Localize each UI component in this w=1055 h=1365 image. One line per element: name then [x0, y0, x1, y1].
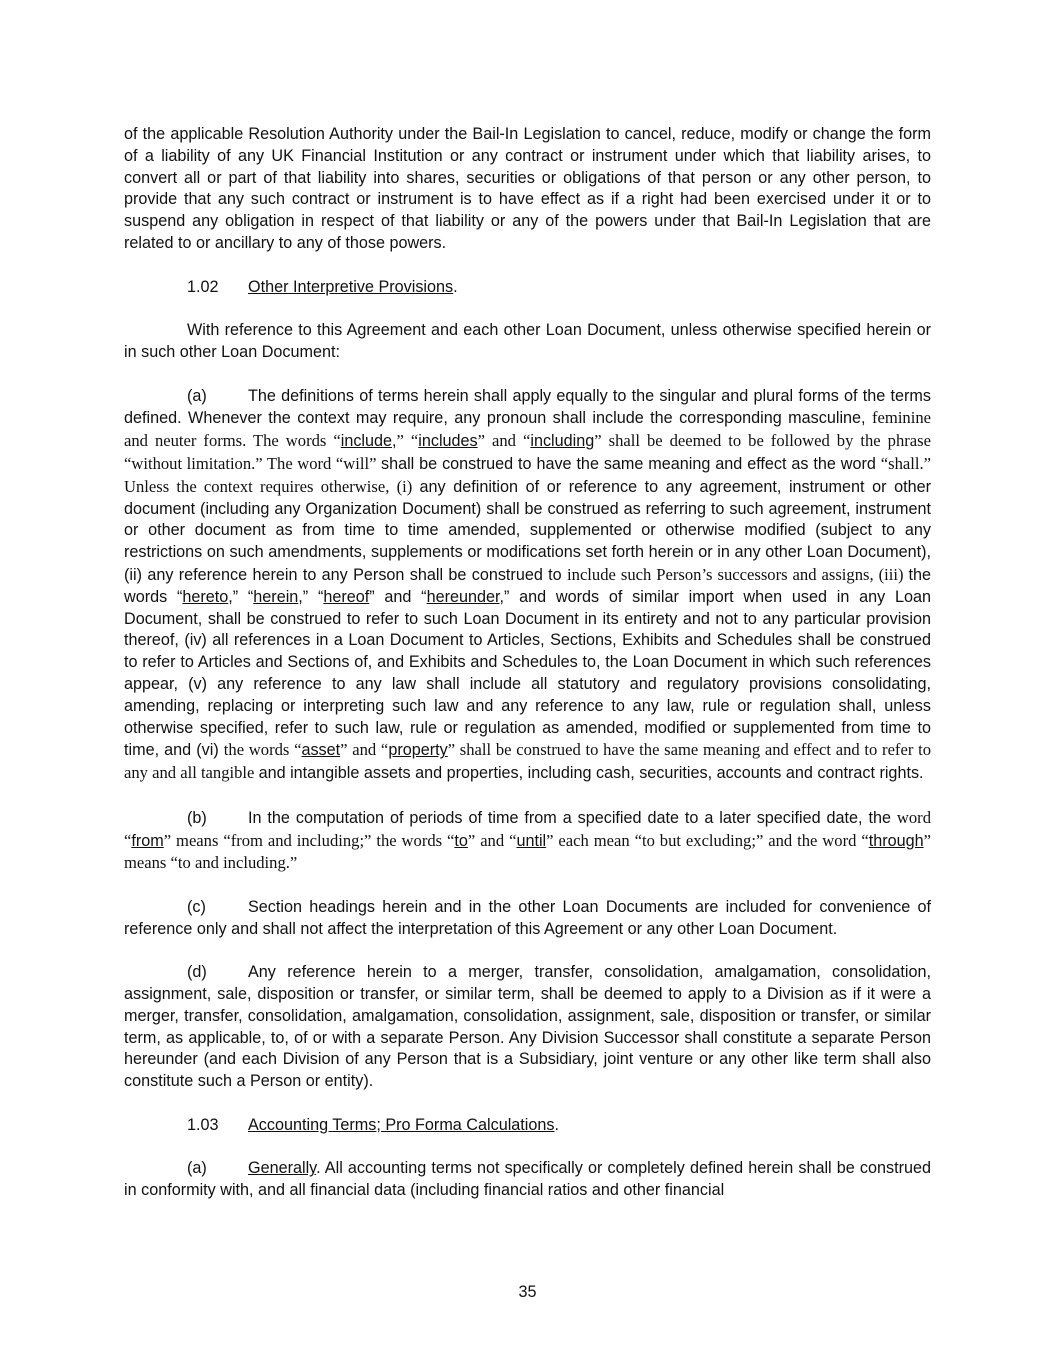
paragraph-text: Any reference herein to a merger, transfer, consolidation, amalgamation, consolidation, assignment, sale, disposition or transfer, or similar term, shall be deemed to apply to a Division as if it were a merger, transfer, consolidation, amalgamation, consolidation, assignment, sale, disposition or transfer, or similar term, as applicable, to, of or with a separate Person. Any Division Successor shall constitute a separate Person hereunder (and each Division of any Person that is a Subsidiary, joint venture or any other like term shall also constitute such a Person or entity). — [124, 963, 931, 1091]
paragraph-text: ” “ — [396, 431, 419, 451]
paragraph-text: ” and words of similar import when used in any Loan Document, shall be construed to refer to such Loan Document in its entirety and not to any particular provision thereof, (iv) all references in a Loan Document to Articles, Sections, Exhibits and Schedules shall be construed to refer to Articles and Sections of, and Exhibits and Schedules to, the Loan Document in which such references appear, (v) any reference to any law shall include all statutory and regulatory provisions consolidating, amending, replacing or interpreting such law and any reference to any law, rule or regulation shall, unless otherwise specified, refer to such law, rule or regulation as amended, modified or supplemented from time to time, and (vi) — [124, 587, 931, 760]
paragraph-text: word “ — [124, 807, 931, 850]
section-lead-paragraph: With reference to this Agreement and each other Loan Document, unless otherwise specified herein or in such other Loan Document: — [124, 321, 931, 361]
paragraph-text: any definition of or reference to any agreement, instrument or other document (including any Organization Document) shall be construed as referring to such agreement, instrument or other document as from time to time amended, supplemented or otherwise modified (subject to any restrictions on such amendments, supplements or modifications set forth herein or in any other Loan Document), (ii) any reference herein to any Person shall be construed to — [124, 477, 931, 584]
defined-term: through — [868, 831, 924, 850]
paragraph-a — [124, 386, 931, 785]
paragraph-text: ” means “to and including.” — [124, 830, 931, 873]
paragraph-text: ,” “ — [298, 587, 324, 606]
paragraph-text: “shall.” Unless the context requires otherwise, (i) — [124, 453, 931, 496]
paragraph-text: Section headings herein and in the other Loan Documents are included for convenience of reference only and shall not affect the interpretation of this Agreement or any other Loan Document. — [124, 897, 931, 938]
paragraph-label: (b) — [187, 808, 207, 827]
defined-term: until — [516, 831, 547, 850]
paragraph-text: ” means “from and including;” the words “ — [163, 830, 455, 850]
paragraph-c — [124, 897, 931, 941]
paragraph-label: (a) — [187, 1159, 207, 1178]
paragraph-text: and intangible assets and properties, including cash, securities, accounts and contract rights. — [258, 764, 924, 783]
paragraph-text: ” each mean “to but excluding;” and the word “ — [546, 830, 869, 850]
paragraph-text: ” and “ — [467, 830, 517, 850]
paragraph-1-03-a — [124, 1158, 931, 1202]
section-number: 1.03 — [187, 1115, 219, 1134]
paragraph-text: ,” “ — [228, 587, 254, 606]
paragraph-text: The definitions of terms herein shall apply equally to the singular and plural forms of the terms defined. Whenever the context may require, any pronoun shall include the corresponding masculine, — [124, 386, 931, 428]
defined-term: include, — [340, 432, 397, 451]
defined-term: hereof — [323, 587, 370, 606]
defined-term: includes — [418, 432, 478, 451]
section-title: Accounting Terms; Pro Forma Calculations — [248, 1115, 555, 1134]
defined-term: property — [388, 741, 448, 760]
section-heading-1-02 — [124, 277, 931, 299]
defined-term: including — [530, 432, 595, 451]
paragraph-label: (d) — [187, 963, 207, 982]
defined-term: hereunder, — [426, 587, 504, 606]
paragraph-text: ” shall be construed to have the same meaning and effect and to refer to any and all tangible — [124, 740, 931, 783]
paragraph-heading: Generally — [248, 1159, 317, 1178]
paragraph-text: the words “ — [223, 740, 302, 760]
paragraph-text: feminine and neuter forms. The words “ — [124, 408, 931, 451]
page-number: 35 — [518, 1283, 537, 1301]
defined-term: from — [131, 831, 164, 850]
section-title: Other Interpretive Provisions — [248, 277, 454, 296]
paragraph-label: (a) — [187, 386, 207, 405]
paragraph-label: (c) — [187, 897, 206, 916]
paragraph-text: ” and “ — [477, 431, 531, 451]
defined-term: hereto — [182, 587, 229, 606]
defined-term: herein — [253, 587, 299, 606]
paragraph-text: ” shall be deemed to be followed by the phrase “without limitation.” The word “will” — [124, 431, 931, 473]
section-title-period: . — [554, 1115, 559, 1134]
document-page — [124, 124, 931, 1202]
paragraph-text: . All accounting terms not specifically or completely defined herein shall be construed in conformity with, and all financial data (including financial ratios and other financial — [124, 1159, 931, 1200]
paragraph-text: ” and “ — [340, 740, 389, 760]
defined-term: asset — [301, 741, 341, 760]
defined-term: to — [454, 831, 468, 850]
paragraph-text: the words “ — [124, 565, 931, 606]
paragraph-text: shall be construed to have the same meaning and effect as the word — [380, 454, 881, 473]
section-heading-1-03 — [124, 1115, 931, 1137]
paragraph-b — [124, 807, 931, 875]
paragraph-text: In the computation of periods of time from a specified date to a later specified date, the — [248, 808, 897, 827]
paragraph-text: include such Person’s successors and assigns, (iii) — [567, 564, 909, 584]
paragraph-d — [124, 962, 931, 1093]
section-number: 1.02 — [187, 277, 219, 296]
section-title-period: . — [453, 277, 458, 296]
intro-paragraph: of the applicable Resolution Authority under the Bail-In Legislation to cancel, reduce, modify or change the form of a liability of any UK Financial Institution or any contract or instrument under which that liability arises, to convert all or part of that liability into shares, securities or obligations of that person or any other person, to provide that any such contract or instrument is to have effect as if a right had been exercised under it or to suspend any obligation in respect of that liability or any of the powers under that Bail-In Legislation that are related to or ancillary to any of those powers. — [124, 125, 931, 252]
paragraph-text: ” and “ — [369, 587, 427, 606]
